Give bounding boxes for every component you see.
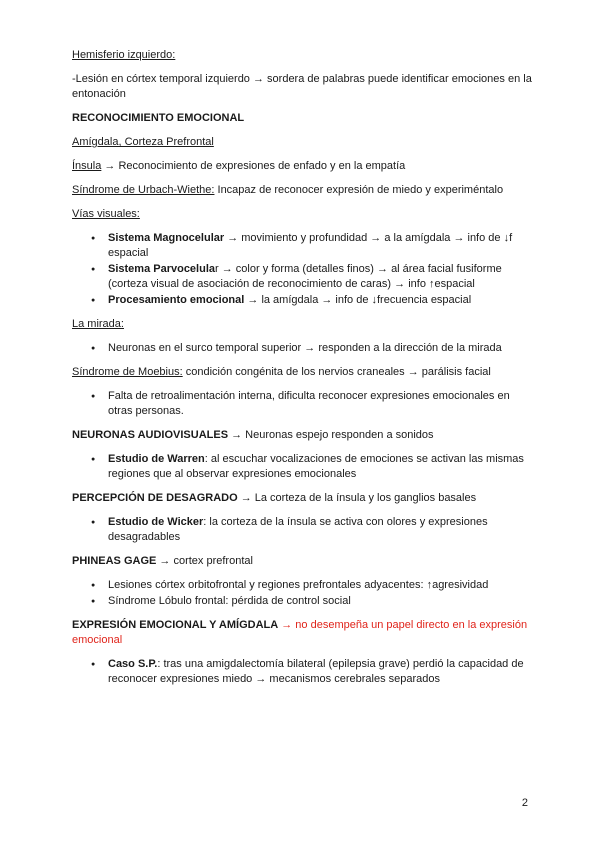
- desagrado-heading: PERCEPCIÓN DE DESAGRADO: [72, 492, 238, 504]
- vias-item-bold: Sistema Parvocelula: [108, 263, 216, 275]
- moebius-text: condición congénita de los nervios craneales → parálisis facial: [182, 366, 491, 378]
- expresion-text: → no desempeña un papel directo en la expresión emocional: [72, 619, 528, 646]
- hemisferio-heading: Hemisferio izquierdo:: [72, 49, 176, 61]
- amigdala-subheading: Amígdala, Corteza Prefrontal: [72, 136, 214, 148]
- insula-line: [72, 159, 532, 174]
- audiovisuales-text: → Neuronas espejo responden a sonidos: [228, 429, 434, 441]
- insula-text: → Reconocimiento de expresiones de enfado y en la empatía: [101, 160, 406, 172]
- list-item: [108, 262, 532, 292]
- warren-bold: Estudio de Warren: [108, 453, 205, 465]
- expresion-list: [72, 657, 532, 687]
- vias-heading: Vías visuales:: [72, 208, 140, 220]
- audiovisuales-heading: NEURONAS AUDIOVISUALES: [72, 429, 229, 441]
- list-item: [108, 231, 532, 261]
- list-item: ● Lesiones córtex orbitofrontal y regiones prefrontales adyacentes: ↑agresividad: [108, 578, 532, 593]
- moebius-label: Síndrome de Moebius:: [72, 366, 183, 378]
- list-item: ● Síndrome Lóbulo frontal: pérdida de control social: [108, 594, 532, 609]
- document-page: [72, 48, 532, 696]
- vias-item-bold: Procesamiento emocional: [108, 294, 245, 306]
- audiovisuales-list: [72, 452, 532, 482]
- reconocimiento-heading: RECONOCIMIENTO EMOCIONAL: [72, 112, 245, 124]
- expresion-line: [72, 618, 532, 648]
- insula-label: Ínsula: [72, 160, 102, 172]
- warren-text: : al escuchar vocalizaciones de emociones se activan las mismas regiones que al observar expresiones emocionales: [108, 453, 524, 480]
- vias-item-text: → la amígdala → info de ↓frecuencia espacial: [244, 294, 472, 306]
- hemisferio-text: -Lesión en córtex temporal izquierdo → sordera de palabras puede identificar emociones en la entonación: [72, 73, 532, 100]
- vias-list: [72, 231, 532, 308]
- urbach-label: Síndrome de Urbach-Wiethe:: [72, 184, 215, 196]
- vias-item-text: → movimiento y profundidad → a la amígdala → info de ↓f espacial: [108, 232, 513, 259]
- audiovisuales-line: [72, 428, 532, 443]
- mirada-list: [72, 341, 532, 356]
- list-item: [108, 515, 532, 545]
- wicker-bold: Estudio de Wicker: [108, 516, 204, 528]
- list-item: [108, 293, 532, 308]
- wicker-text: : la corteza de la ínsula se activa con olores y expresiones desagradables: [108, 516, 488, 543]
- gage-text: → cortex prefrontal: [156, 555, 253, 567]
- moebius-list: [72, 389, 532, 419]
- page-number: 2: [521, 797, 528, 809]
- gage-list: [72, 578, 532, 609]
- mirada-heading: La mirada:: [72, 318, 124, 330]
- list-item: ● Neuronas en el surco temporal superior → responden a la dirección de la mirada: [108, 341, 532, 356]
- gage-heading: PHINEAS GAGE: [72, 555, 157, 567]
- list-item: ● Falta de retroalimentación interna, dificulta reconocer expresiones emocionales en otras personas.: [108, 389, 532, 419]
- vias-item-text: r → color y forma (detalles finos) → al área facial fusiforme (corteza visual de asociación de reconocimiento de caras) → info ↑espacial: [108, 263, 502, 290]
- gage-line: [72, 554, 532, 569]
- list-item: [108, 657, 532, 687]
- caso-sp-bold: Caso S.P.: [108, 658, 158, 670]
- desagrado-text: → La corteza de la ínsula y los ganglios basales: [237, 492, 477, 504]
- desagrado-line: [72, 491, 532, 506]
- expresion-heading: EXPRESIÓN EMOCIONAL Y AMÍGDALA: [72, 619, 279, 631]
- list-item: [108, 452, 532, 482]
- vias-item-bold: Sistema Magnocelular: [108, 232, 225, 244]
- caso-sp-text: : tras una amigdalectomía bilateral (epilepsia grave) perdió la capacidad de reconocer expresiones miedo → mecanismos cerebrales separados: [108, 658, 524, 685]
- urbach-text: Incapaz de reconocer expresión de miedo y experiméntalo: [214, 184, 504, 196]
- urbach-line: [72, 183, 532, 198]
- desagrado-list: [72, 515, 532, 545]
- moebius-line: [72, 365, 532, 380]
